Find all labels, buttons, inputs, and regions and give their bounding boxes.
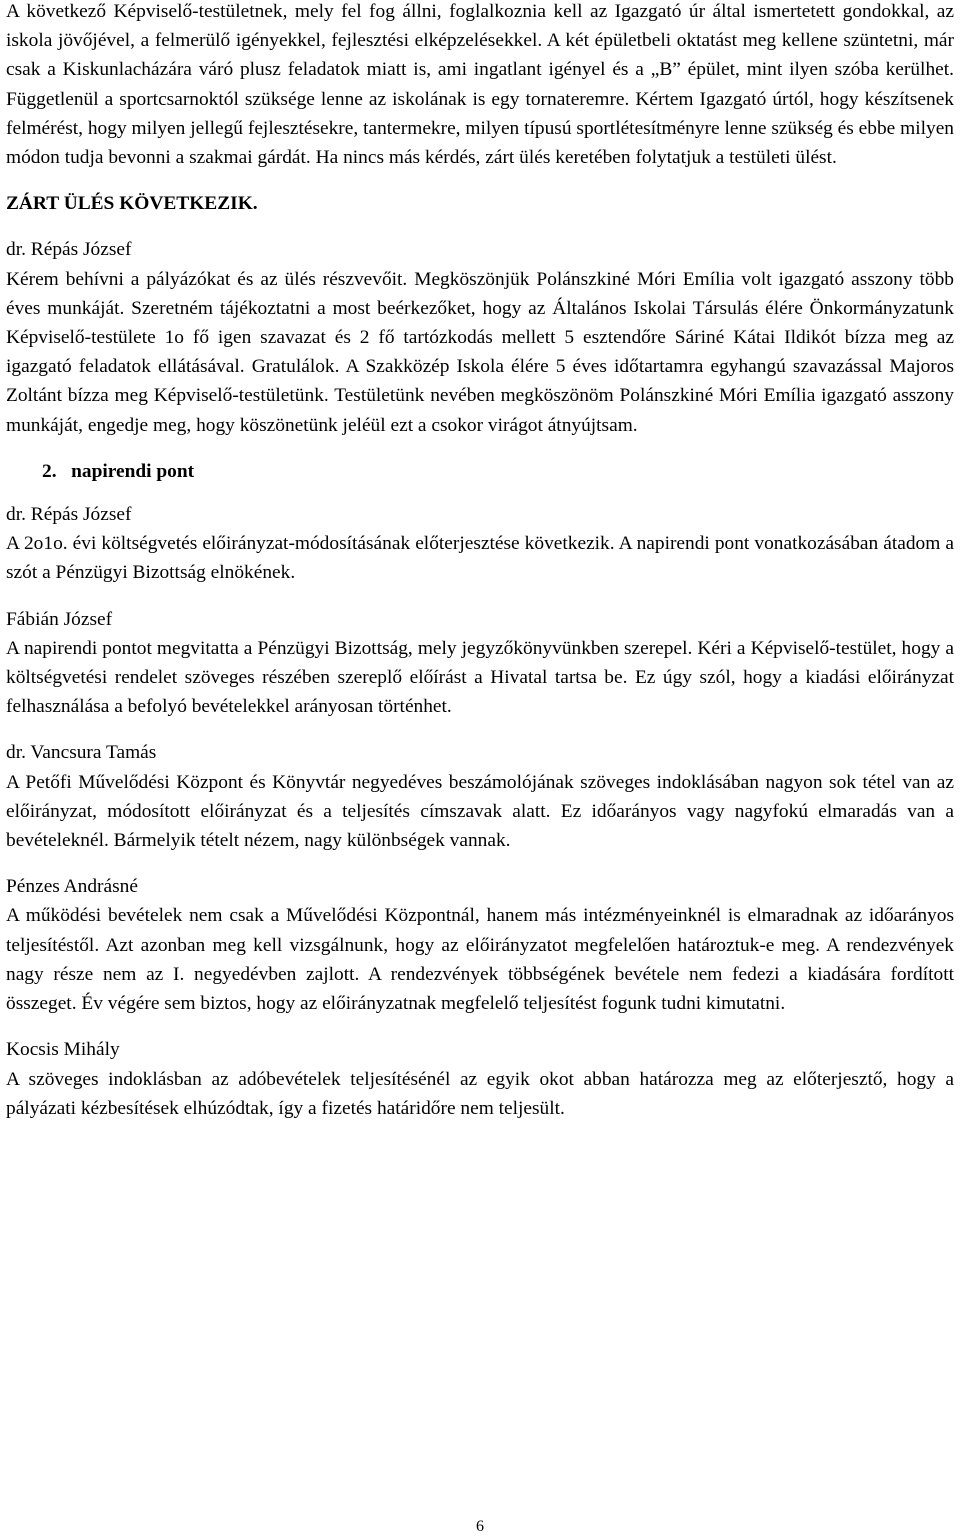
speaker-name: dr. Vancsura Tamás bbox=[6, 742, 157, 764]
paragraph-speech: A Petőfi Művelődési Központ és Könyvtár negyedéves beszámolójának szöveges indoklásában nagyon sok tétel van az előirányzat, módosított előirányzat és a teljesítés címszavak alatt. Ez időarányos vagy nagyfokú elmaradás van a bevételeknél. Bármelyik tételt nézem, nagy különbségek vannak. bbox=[6, 771, 954, 852]
speaker-name: Fábián József bbox=[6, 608, 113, 630]
paragraph-speech: A működési bevételek nem csak a Művelődési Központnál, hanem más intézményeinknél is elmaradnak az időarányos teljesítéstől. Azt azonban meg kell vizsgálnunk, hogy az előirányzatot megfelelően határoztuk-e meg. A rendezvények nagy része nem az I. negyedévben zajlott. A rendezvények többségének bevétele nem fedezi a kiadására fordított összeget. Év végére sem biztos, hogy az előirányzatnak megfelelő teljesítést fogunk tudni kimutatni. bbox=[6, 905, 954, 1015]
page-number: 6 bbox=[476, 1518, 484, 1535]
speaker-name: dr. Répás József bbox=[6, 504, 132, 526]
paragraph-speech: A napirendi pontot megvitatta a Pénzügyi Bizottság, mely jegyzőkönyvünkben szerepel. Kéri a Képviselő-testület, hogy a költségvetési rendelet szöveges részében szereplő előírást a Hivatal tartsa be. Ez úgy szól, hogy a kiadási előirányzat felhasználása a befolyó bevételekkel arányosan történhet. bbox=[6, 637, 954, 718]
document-page bbox=[6, 0, 954, 1123]
speaker-name: dr. Répás József bbox=[6, 239, 132, 261]
speaker-name: Kocsis Mihály bbox=[6, 1039, 120, 1061]
paragraph-intro: A következő Képviselő-testületnek, mely fel fog állni, foglalkoznia kell az Igazgató úr által ismertetett gondokkal, az iskola jövőjével, a felmerülő igényekkel, fejlesztési elképzelésekkel. A két épületbeli oktatást meg kellene szüntetni, már csak a Kiskunlacházára váró plusz feladatok miatt is, ami ingatlant igényel és a „B” épület, mint ilyen szóba kerülhet. Függetlenül a sportcsarnoktól szüksége lenne az iskolának is egy tornateremre. Kértem Igazgató úrtól, hogy készítsenek felmérést, hogy milyen jellegű fejlesztésekre, tantermekre, milyen típusú sportlétesítményre lenne szükség és ebbe milyen módon tudja bevonni a szakmai gárdát. Ha nincs más kérdés, zárt ülés keretében folytatjuk a testületi ülést. bbox=[6, 1, 954, 169]
agenda-item-heading: 2. napirendi pont bbox=[42, 460, 195, 482]
closed-session-heading: ZÁRT ÜLÉS KÖVETKEZIK. bbox=[6, 193, 258, 215]
paragraph-speech: A 2o1o. évi költségvetés előirányzat-módosításának előterjesztése következik. A napirendi pont vonatkozásában átadom a szót a Pénzügyi Bizottság elnökének. bbox=[6, 533, 954, 584]
paragraph-speech: Kérem behívni a pályázókat és az ülés részvevőit. Megköszönjük Polánszkiné Móri Emília volt igazgató asszony több éves munkáját. Szeretném tájékoztatni a most beérkezőket, hogy az Általános Iskolai Társulás élére Önkormányzatunk Képviselő-testülete 1o fő igen szavazat és 2 fő tartózkodás mellett 5 esztendőre Sáriné Kátai Ildikót bízza meg az igazgató feladatok ellátásával. Gratulálok. A Szakközép Iskola élére 5 éves időtartamra egyhangú szavazással Majoros Zoltánt bízza meg Képviselő-testületünk. Testületünk nevében megköszönöm Polánszkiné Móri Emília igazgató asszony munkáját, engedje meg, hogy köszönetünk jeléül ezt a csokor virágot átnyújtsam. bbox=[6, 268, 954, 436]
speaker-name: Pénzes Andrásné bbox=[6, 876, 138, 898]
paragraph-speech: A szöveges indoklásban az adóbevételek teljesítésénél az egyik okot abban határozza meg az előterjesztő, hogy a pályázati kézbesítések elhúzódtak, így a fizetés határidőre nem teljesült. bbox=[6, 1068, 954, 1119]
